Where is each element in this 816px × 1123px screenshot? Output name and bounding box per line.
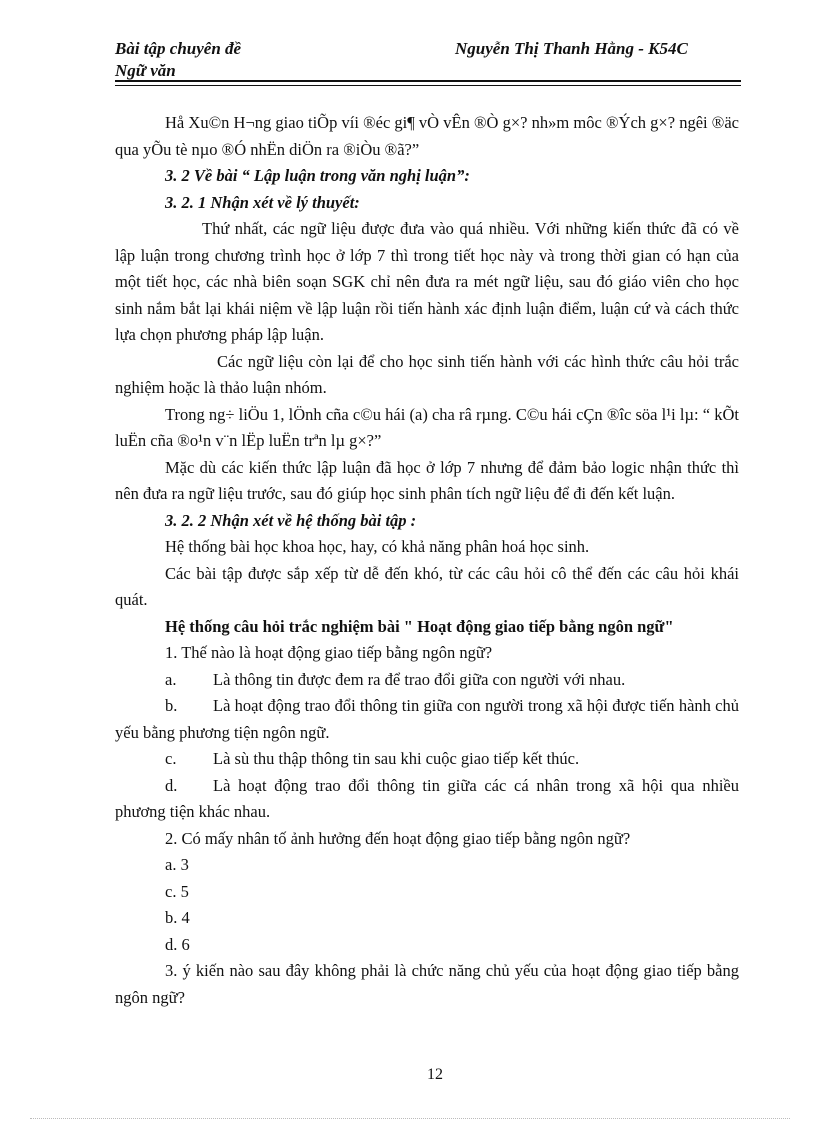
option-text: Là sù thu thập thông tin sau khi cuộc giao tiếp kết thúc. xyxy=(213,749,580,768)
question-1-option xyxy=(115,746,739,773)
question-2-option: a. 3 xyxy=(165,855,189,874)
question-2-option: c. 5 xyxy=(165,881,189,901)
question-3: 3. ý kiến nào sau đây không phải là chức năng chủ yếu của hoạt động giao tiếp bằng ngôn ngữ? xyxy=(115,961,739,1007)
section-heading-3-2-1: 3. 2. 1 Nhận xét về lý thuyết: xyxy=(165,192,360,212)
header-author: Nguyễn Thị Thanh Hằng - K54C xyxy=(455,39,688,58)
question-1-option xyxy=(115,693,739,746)
document-body xyxy=(115,110,739,1011)
section-heading-3-2: 3. 2 Về bài “ Lập luận trong văn nghị luận”: xyxy=(165,166,470,185)
paragraph-5: Mặc dù các kiến thức lập luận đã học ở lớp 7 nhưng để đảm bảo logic nhận thức thì nên đưa ra ngữ liệu trước, sau đó giúp học sinh phân tích ngữ liệu để đi đến kết luận. xyxy=(115,457,739,503)
option-letter: b. xyxy=(165,696,178,715)
option-text: Là hoạt động trao đổi thông tin giữa con người trong xã hội được tiến hành chủ yếu bằng phương tiện ngôn ngữ. xyxy=(115,696,739,742)
paragraph-1: Hå Xu©n H¬ng giao tiÕp víi ®éc gi¶ vÒ vÊn ®Ò g×? nh»m môc ®Ých g×? ngêi ®äc qua yÕu tè nµo ®Ó nhËn diÖn ra ®iÒu ®ã?” xyxy=(115,113,739,159)
paragraph-3: Các ngữ liệu còn lại để cho học sinh tiến hành với các hình thức câu hỏi trắc nghiệm hoặc là thảo luận nhóm. xyxy=(115,351,739,397)
option-letter: d. xyxy=(165,775,178,795)
quiz-heading: Hệ thống câu hỏi trắc nghiệm bài " Hoạt động giao tiếp bằng ngôn ngữ" xyxy=(165,616,674,636)
header-rule-thick xyxy=(115,80,741,82)
option-letter: c. xyxy=(165,749,177,768)
page-footer-line xyxy=(30,1118,790,1119)
paragraph-7: Các bài tập được sắp xếp từ dễ đến khó, từ các câu hỏi cô thể đến các câu hỏi khái quát. xyxy=(115,563,739,609)
question-2-option: d. 6 xyxy=(165,934,190,954)
header-subject-line2: Ngữ văn xyxy=(115,61,176,80)
page-number: 12 xyxy=(427,1066,443,1083)
section-heading-3-2-2: 3. 2. 2 Nhận xét về hệ thống bài tập : xyxy=(165,510,417,530)
question-1-option xyxy=(115,773,739,826)
paragraph-6: Hệ thống bài học khoa học, hay, có khả năng phân hoá học sinh. xyxy=(165,537,590,556)
question-2-option: b. 4 xyxy=(165,908,190,927)
question-1: 1. Thế nào là hoạt động giao tiếp bằng ngôn ngữ? xyxy=(165,643,493,662)
header-subject: Bài tập chuyên đề xyxy=(115,39,242,58)
paragraph-4: Trong ng÷ liÖu 1, lÖnh cña c©u hái (a) cha râ rµng. C©u hái cÇn ®îc söa l¹i lµ: “ kÕt luËn cña ®o¹n v¨n lËp luËn trªn lµ g×?” xyxy=(115,404,739,450)
header-rule-thin xyxy=(115,85,741,86)
option-letter: a. xyxy=(165,669,177,689)
question-2: 2. Có mấy nhân tố ảnh hưởng đến hoạt động giao tiếp bằng ngôn ngữ? xyxy=(165,828,631,848)
paragraph-2: Thứ nhất, các ngữ liệu được đưa vào quá nhiều. Với những kiến thức đã có về lập luận trong chương trình học ở lớp 7 thì trong tiết học này và trong thời gian có hạn của một tiết học, các nhà biên soạn SGK chỉ nên đưa ra mét ngữ liệu, sau đó giáo viên cho học sinh nắm bắt lại khái niệm về lập luận rồi tiến hành xác định luận điểm, luận cứ và cách thức lựa chọn phương pháp lập luận. xyxy=(115,219,739,344)
option-text: Là thông tin được đem ra để trao đổi giữa con người với nhau. xyxy=(213,669,626,689)
option-text: Là hoạt động trao đổi thông tin giữa các cá nhân trong xã hội qua nhiều phương tiện khác nhau. xyxy=(115,775,739,821)
question-1-option xyxy=(115,667,739,694)
